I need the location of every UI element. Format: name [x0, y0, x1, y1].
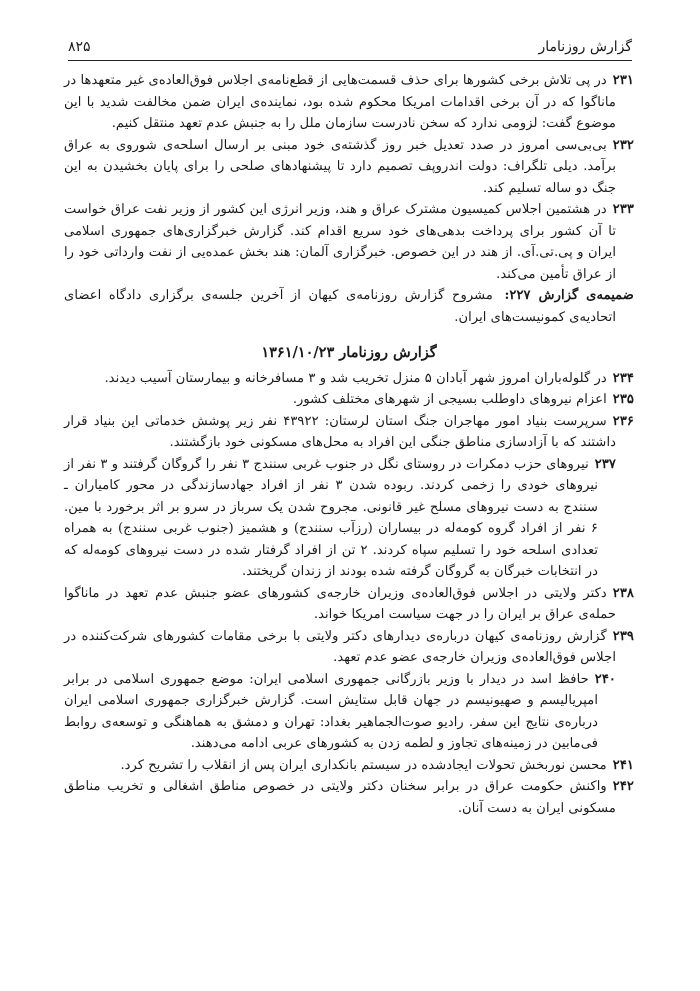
header-rule — [68, 60, 632, 61]
entry-number: ۲۳۶ — [612, 413, 634, 429]
entry-number: ۲۳۳ — [612, 202, 634, 217]
entry-number: ۲۳۹ — [612, 628, 634, 644]
entry-text: در پی تلاش برخی کشورها برای حذف قسمت‌هایی از قطع‌نامه‌ی اجلاس فوق‌العاده‌ی غیر متعهدها در ماناگوا که در آن برخی اقدامات امریکا محکوم شده بود، نماینده‌ی ایران ضمن مخالفت شدید با این موضوع گفت: لزومی ندارد که سخن نادرست سازمان ملل را به جنبش عدم تعهد منتقل کنیم. — [64, 73, 616, 131]
report-entry — [64, 70, 634, 135]
report-entry — [64, 776, 634, 819]
entry-number: ۲۴۲ — [612, 779, 634, 794]
entry-text: واکنش حکومت عراق در برابر سخنان دکتر ولایتی در خصوص مناطق اشغالی و تخریب مناطق مسکونی ایران به دست آنان. — [64, 779, 616, 816]
entry-text: حافظ اسد در دیدار با وزیر بازرگانی جمهوری اسلامی ایران: موضع جمهوری اسلامی در برابر امپریالیسم و صهیونیسم در جهان قابل ستایش است. گزارش خبرگزاری جمهوری اسلامی ایران درباره‌ی نتایج این سفر. رادیو صوت‌الجماهیر بغداد: تهران و دمشق به هماهنگی و توسعه‌ی روابط فی‌مابین در زمینه‌های تجاوز و لطمه زدن به کشورهای عربی ادامه می‌دهند. — [64, 671, 598, 751]
entry-text: در گلوله‌باران امروز شهر آبادان ۵ منزل تخریب شد و ۳ مسافرخانه و بیمارستان آسیب دیدند. — [104, 370, 607, 386]
report-entry — [64, 669, 634, 755]
entries-group-a — [64, 70, 634, 285]
report-entry — [64, 411, 634, 454]
entry-text: سرپرست بنیاد امور مهاجران جنگ استان لرستان: ۴۳۹۲۲ نفر زیر پوشش خدماتی این بنیاد قرار داشتند که با آزادسازی مناطق جنگی این افراد به محل‌های مسکونی خود بازگشتند. — [64, 413, 616, 450]
entry-text: دکتر ولایتی در اجلاس فوق‌العاده‌ی وزیران خارجه‌ی کشورهای عضو جنبش عدم تعهد در ماناگوا حمله‌ی عراق بر ایران را در جهت سیاست امریکا خواند. — [64, 585, 616, 622]
entry-number: ۲۴۱ — [612, 757, 634, 773]
entries-group-b — [64, 368, 634, 820]
report-entry — [64, 368, 634, 390]
appendix-label: ضمیمه‌ی گزارش ۲۲۷: — [504, 288, 634, 303]
entry-text: محسن نوربخش تحولات ایجادشده در سیستم بانکداری ایران پس از انقلاب را تشریح کرد. — [120, 757, 607, 773]
entry-number: ۲۳۵ — [612, 392, 634, 407]
running-title: گزارش روزنامار — [538, 39, 632, 55]
section-title: گزارش روزنامار ۱۳۶۱/۱۰/۲۳ — [261, 344, 437, 361]
entry-number: ۲۳۱ — [612, 73, 634, 88]
page-header — [68, 36, 632, 58]
entry-text: بی‌بی‌سی امروز در صدد تعدیل خبر روز گذشته‌ی خود مبنی بر ارسال اسلحه‌ی شوروی به عراق برآمد. دیلی تلگراف: دولت اندروپف تصمیم دارد تا پیشنهادهای صلحی را برای پایان بخشیدن به این جنگ دو ساله تسلیم کند. — [64, 137, 616, 196]
report-entry — [64, 626, 634, 669]
report-entry — [64, 199, 634, 285]
appendix-text: مشروح گزارش روزنامه‌ی کیهان از آخرین جلسه‌ی برگزاری دادگاه اعضای اتحادیه‌ی کمونیست‌های ایران. — [64, 288, 616, 325]
page-number: ۸۲۵ — [68, 39, 91, 55]
entry-text: نیروهای حزب دمکرات در روستای نگل در جنوب غربی سنندج ۳ نفر را گروگان گرفتند و ۳ نفر از نیروهای خودی را زخمی کردند. ربوده شدن ۳ نفر از افراد جهادسازندگی در محور کامیاران ـ سنندج به دست نیروهای مسلح غیر قانونی. مجروح شدن یک سرباز در سرو بر اثر برخورد با مین. ۶ نفر از افراد گروه کومه‌له در بیساران (رزآب سنندج) و هشمیز (جنوب غربی سنندج) به همراه تعدادی اسلحه خود را تسلیم سپاه کردند. ۲ تن از افراد گرفتار شده در دست نیروهای کومه‌له که در انتخابات خبرگان به گروگان گرفته شده بودند از زندان گریختند. — [64, 456, 599, 579]
appendix-note — [64, 285, 634, 328]
report-entry — [64, 135, 634, 200]
entry-text: اعزام نیروهای داوطلب بسیجی از شهرهای مختلف کشور. — [292, 392, 607, 407]
page-body — [64, 70, 634, 819]
entry-number: ۲۳۲ — [612, 137, 634, 153]
report-entry — [64, 755, 634, 777]
entry-number: ۲۳۴ — [612, 370, 634, 386]
report-entry — [64, 583, 634, 626]
entry-number: ۲۳۷ — [594, 456, 616, 472]
report-entry — [64, 454, 634, 583]
report-entry — [64, 389, 634, 411]
entry-number: ۲۴۰ — [594, 671, 616, 687]
entry-text: در هشتمین اجلاس کمیسیون مشترک عراق و هند، وزیر انرژی این کشور از وزیر نفت عراق خواست تا آن کشور برای پرداخت بدهی‌های خود سریع اقدام کند. گزارش خبرگزاری‌های جمهوری اسلامی ایران و پی.تی.آی. از هند در این خصوص. خبرگزاری آلمان: هند بخش عمده‌یی از نفت وارداتی خود را از عراق تأمین می‌کند. — [64, 202, 616, 282]
entry-number: ۲۳۸ — [612, 585, 634, 601]
entry-text: گزارش روزنامه‌ی کیهان درباره‌ی دیدارهای دکتر ولایتی با برخی مقامات کشورهای شرکت‌کننده در اجلاس فوق‌العاده‌ی وزیران خارجه‌ی عضو عدم تعهد. — [64, 628, 616, 665]
